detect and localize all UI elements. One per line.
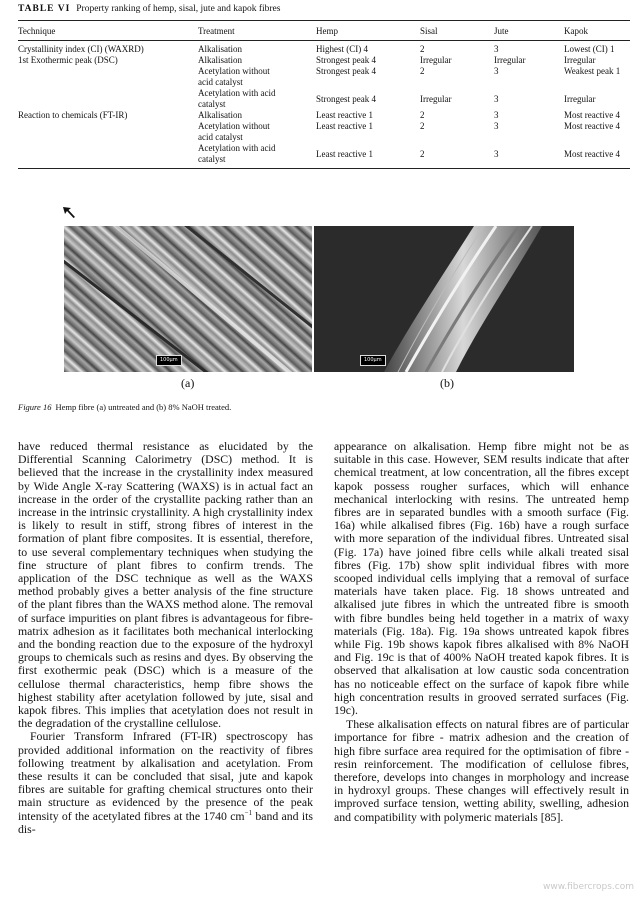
table-row [18, 121, 630, 143]
table-row [18, 88, 630, 110]
table-cell: 1st Exothermic peak (DSC) [18, 55, 118, 65]
table-row [18, 55, 630, 66]
table-cell: Most reactive 4 [564, 110, 620, 120]
table-cell: Lowest (CI) 1 [564, 44, 615, 54]
header-treatment: Treatment [198, 26, 235, 36]
table-cell: Highest (CI) 4 [316, 44, 368, 54]
fibre-texture-a [64, 226, 312, 372]
table-cell [18, 143, 198, 169]
table-cell: Acetylation without acid catalyst [198, 121, 270, 142]
table-cell: Irregular [564, 55, 596, 65]
paragraph: appearance on alkalisation. Hemp fibre might not be as suitable in this case. However, SEM results indicate that after chemical treatment, at low concentration, all the fibres except kapok possess rougher surfaces, which will enhance mechanical interlocking with resins. The untreated hemp fibres are in separated bundles with a smooth surface (Fig. 16a) while alkalised fibres (Fig. 16b) have a rough surface with more separation of the individual fibres. Untreated sisal (Fig. 17a) have joined fibre cells while alkali treated sisal fibres (Fig. 17b) show split individual fibres with more scooped individual cells implying that a removal of surface materials have taken place. Fig. 18 shows untreated and alkalised jute fibres in which the untreated fibre is smooth with fibre bundles being held together in a matrix of waxy materials (Fig. 18a). Fig. 19a shows untreated kapok fibres while Fig. 19b shows kapok fibres alkalised with 8% NaOH and Fig. 19c is that of 400% NaOH treated kapok fibres. It is observed that alkalisation at low caustic soda concentration has no noticeable effect on the surface of kapok fibre while high concentration results in grooved serrated surfaces (Fig. 19c). [334, 439, 629, 718]
table-cell: 3 [494, 44, 499, 54]
table-cell: Crystallinity index (CI) (WAXRD) [18, 44, 144, 54]
watermark: www.fibercrops.com [543, 882, 634, 892]
table-cell: 2 [420, 66, 425, 76]
table-cell: Strongest peak 4 [316, 66, 376, 76]
figure-caption [18, 402, 231, 412]
paragraph-text: band and its dis- [18, 808, 313, 836]
table-cell [18, 88, 198, 110]
table-cell: Alkalisation [198, 55, 242, 65]
body-column-right [334, 440, 629, 824]
table-cell: Least reactive 1 [316, 149, 373, 159]
body-column-left [18, 440, 313, 836]
table-row [18, 41, 630, 56]
table-top-rule [18, 20, 630, 21]
table-cell: Acetylation with acid catalyst [198, 88, 276, 109]
table-cell: Most reactive 4 [564, 149, 620, 159]
header-sisal: Sisal [420, 26, 438, 36]
table-row [18, 110, 630, 121]
table-cell: Alkalisation [198, 110, 242, 120]
table-cell: Strongest peak 4 [316, 94, 376, 104]
arrow-icon [62, 206, 76, 218]
paragraph: have reduced thermal resistance as elucidated by the Differential Scanning Calorimetry (DSC) method. It is believed that the increase in the crystallinity index measured by Wide Angle X-ray Scattering (WAXS) is in actual fact an increase in the order of the crystallite packing rather than an increase in the intrinsic crystallinity. A high crystallinity index is likely to result in stiff, strong fibres of interest in the formation of plant fibre composites. It is essential, therefore, to use several complementary techniques when studying the fine structure of plant fibres to confirm trends. The application of the DSC technique as well as the WAXS method probably gives a better analysis of the fine structure of the plant fibres than the WAXS method alone. The removal of surface impurities on plant fibres is advantageous for fibre-matrix adhesion as it facilitates both mechanical interlocking and the bonding reaction due to the exposure of the hydroxyl groups to chemicals such as resins and dyes. By observing the first exothermic peak (DSC) which is a measure of the cellulose thermal characteristics, hemp fibre shows the highest stability after acetylation followed by jute, sisal and kapok fibres. This implies that acetylation does not result in the degradation of the crystalline cellulose. [18, 439, 313, 731]
subfigure-label-a: (a) [181, 376, 195, 390]
table-cell: Irregular [420, 55, 452, 65]
table-cell: Strongest peak 4 [316, 55, 376, 65]
property-ranking-table [18, 24, 630, 169]
table-cell: Irregular [494, 55, 526, 65]
table-cell: 2 [420, 44, 425, 54]
table-cell: Alkalisation [198, 44, 242, 54]
table-title: Property ranking of hemp, sisal, jute and kapok fibres [76, 4, 281, 14]
table-cell: Acetylation with acid catalyst [198, 143, 276, 164]
table-cell: 2 [420, 121, 425, 131]
scale-bar-b: 100μm [360, 355, 386, 366]
table-cell: 3 [494, 149, 499, 159]
scale-bar-a: 100μm [156, 355, 182, 366]
header-jute: Jute [494, 26, 509, 36]
table-cell: Reaction to chemicals (FT-IR) [18, 110, 128, 120]
figure-caption-text: Hemp fibre (a) untreated and (b) 8% NaOH treated. [55, 402, 232, 412]
table-row [18, 66, 630, 88]
table-cell: Most reactive 4 [564, 121, 620, 131]
header-hemp: Hemp [316, 26, 338, 36]
table-cell [18, 66, 198, 88]
header-kapok: Kapok [564, 26, 588, 36]
table-caption [18, 4, 280, 14]
table-cell: Irregular [420, 94, 452, 104]
superscript: −1 [244, 808, 253, 817]
table-cell [18, 121, 198, 143]
paragraph-text: Fourier Transform Infrared (FT-IR) spectroscopy has provided additional information on the reactivity of fibres following treatment by alkalisation and acetylation. From these results it can be concluded that sisal, jute and kapok fibres are suitable for grafting chemical structures onto their main structure as evidenced by the presence of the peak intensity of the acetylated fibres at the 1740 cm [18, 729, 313, 823]
table-cell: 2 [420, 110, 425, 120]
paragraph: These alkalisation effects on natural fibres are of particular importance for fibre - matrix adhesion and the creation of high fibre surface area required for the optimisation of fibre - resin reinforcement. The modification of cellulose fibres, therefore, develops into changes in morphology and increase in hydroxyl groups. These changes will effectively result in improved surface tension, wetting ability, swelling, adhesion and compatibility with polymeric materials [85]. [334, 717, 629, 824]
table-cell: 3 [494, 66, 499, 76]
table-cell: Least reactive 1 [316, 110, 373, 120]
header-technique: Technique [18, 26, 56, 36]
table-header-row [18, 24, 630, 41]
table-cell: Least reactive 1 [316, 121, 373, 131]
paragraph [18, 730, 313, 836]
table-cell: Irregular [564, 94, 596, 104]
table-cell: 3 [494, 110, 499, 120]
subfigure-label-b: (b) [440, 376, 454, 390]
table-cell: 3 [494, 94, 499, 104]
table-cell: Acetylation without acid catalyst [198, 66, 270, 87]
fibre-texture-b [314, 226, 574, 372]
table-cell: 2 [420, 149, 425, 159]
figure-caption-label: Figure 16 [18, 402, 52, 412]
table-cell: Weakest peak 1 [564, 66, 621, 76]
sem-image-treated-hemp [314, 226, 574, 372]
table-number: TABLE VI [18, 4, 71, 14]
table-cell: 3 [494, 121, 499, 131]
sem-image-untreated-hemp [64, 226, 312, 372]
table-row [18, 143, 630, 169]
